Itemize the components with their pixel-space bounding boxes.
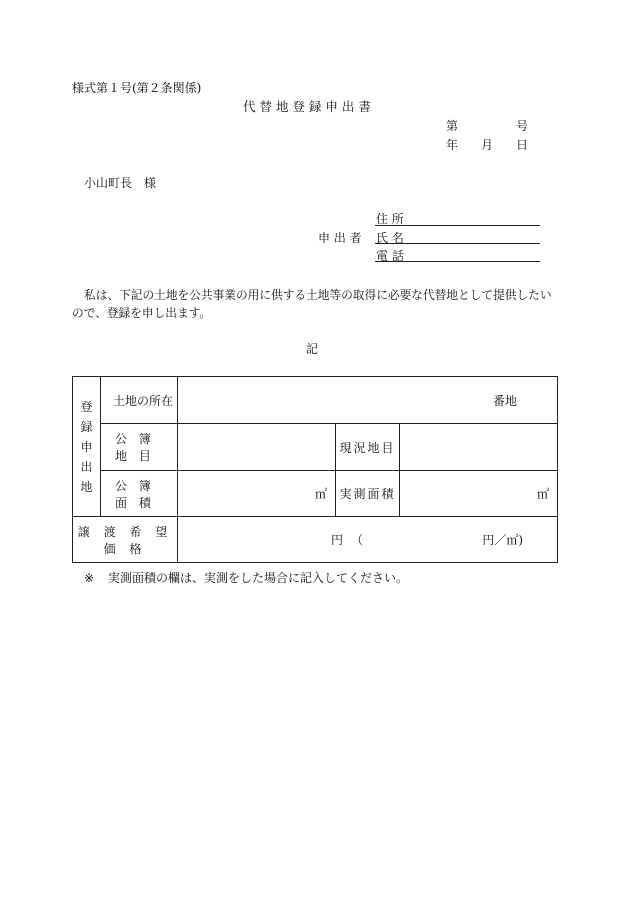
doc-number-prefix: 第 xyxy=(446,119,459,133)
location-label: 土地の所在 xyxy=(101,377,178,424)
registration-group-label: 登 録 申 出 地 xyxy=(73,377,101,517)
measured-area-field[interactable] xyxy=(400,471,558,517)
land-registration-table xyxy=(72,376,558,563)
phone-line[interactable] xyxy=(375,261,540,262)
registry-category-label: 公 簿 地 目 xyxy=(101,424,178,471)
date-day: 日 xyxy=(516,138,529,152)
phone-label: 電 話 xyxy=(376,249,404,263)
registry-category-field[interactable] xyxy=(178,424,336,471)
body-text-line1: 私は、下記の土地を公共事業の用に供する土地等の取得に必要な代替地として提供したい xyxy=(84,288,552,302)
form-number: 様式第１号(第２条関係) xyxy=(72,81,202,95)
note-mark: ※ xyxy=(84,571,95,585)
body-text-line2: ので、登録を申し出ます。 xyxy=(72,306,212,320)
current-category-label: 現況地目 xyxy=(336,424,400,471)
price-field[interactable] xyxy=(178,517,558,563)
addressee: 小山町長 様 xyxy=(84,176,157,190)
location-suffix: 番地 xyxy=(492,393,517,408)
price-per-sqm: 円／㎡) xyxy=(482,533,523,547)
name-line[interactable] xyxy=(375,243,540,244)
price-yen: 円 xyxy=(330,533,343,547)
current-category-field[interactable] xyxy=(400,424,558,471)
address-line[interactable] xyxy=(375,225,540,226)
price-paren-open: （ xyxy=(350,533,363,547)
doc-number-suffix: 号 xyxy=(516,119,529,133)
price-label: 譲 渡 希 望 価 格 xyxy=(73,517,178,563)
note-text: 実測面積の欄は、実測をした場合に記入してください。 xyxy=(108,571,409,585)
applicant-label: 申 出 者 xyxy=(318,231,362,245)
ki-label: 記 xyxy=(306,342,319,356)
location-field[interactable] xyxy=(178,377,558,424)
date-year: 年 xyxy=(446,138,459,152)
name-label: 氏 名 xyxy=(376,231,404,245)
registry-area-field[interactable] xyxy=(178,471,336,517)
document-title: 代 替 地 登 録 申 出 書 xyxy=(243,99,371,114)
registry-area-unit: ㎡ xyxy=(314,487,327,501)
address-label: 住 所 xyxy=(376,212,404,226)
registry-area-label: 公 簿 面 積 xyxy=(101,471,178,517)
measured-area-unit: ㎡ xyxy=(536,487,549,501)
date-month: 月 xyxy=(481,138,494,152)
measured-area-label: 実測面積 xyxy=(336,471,400,517)
